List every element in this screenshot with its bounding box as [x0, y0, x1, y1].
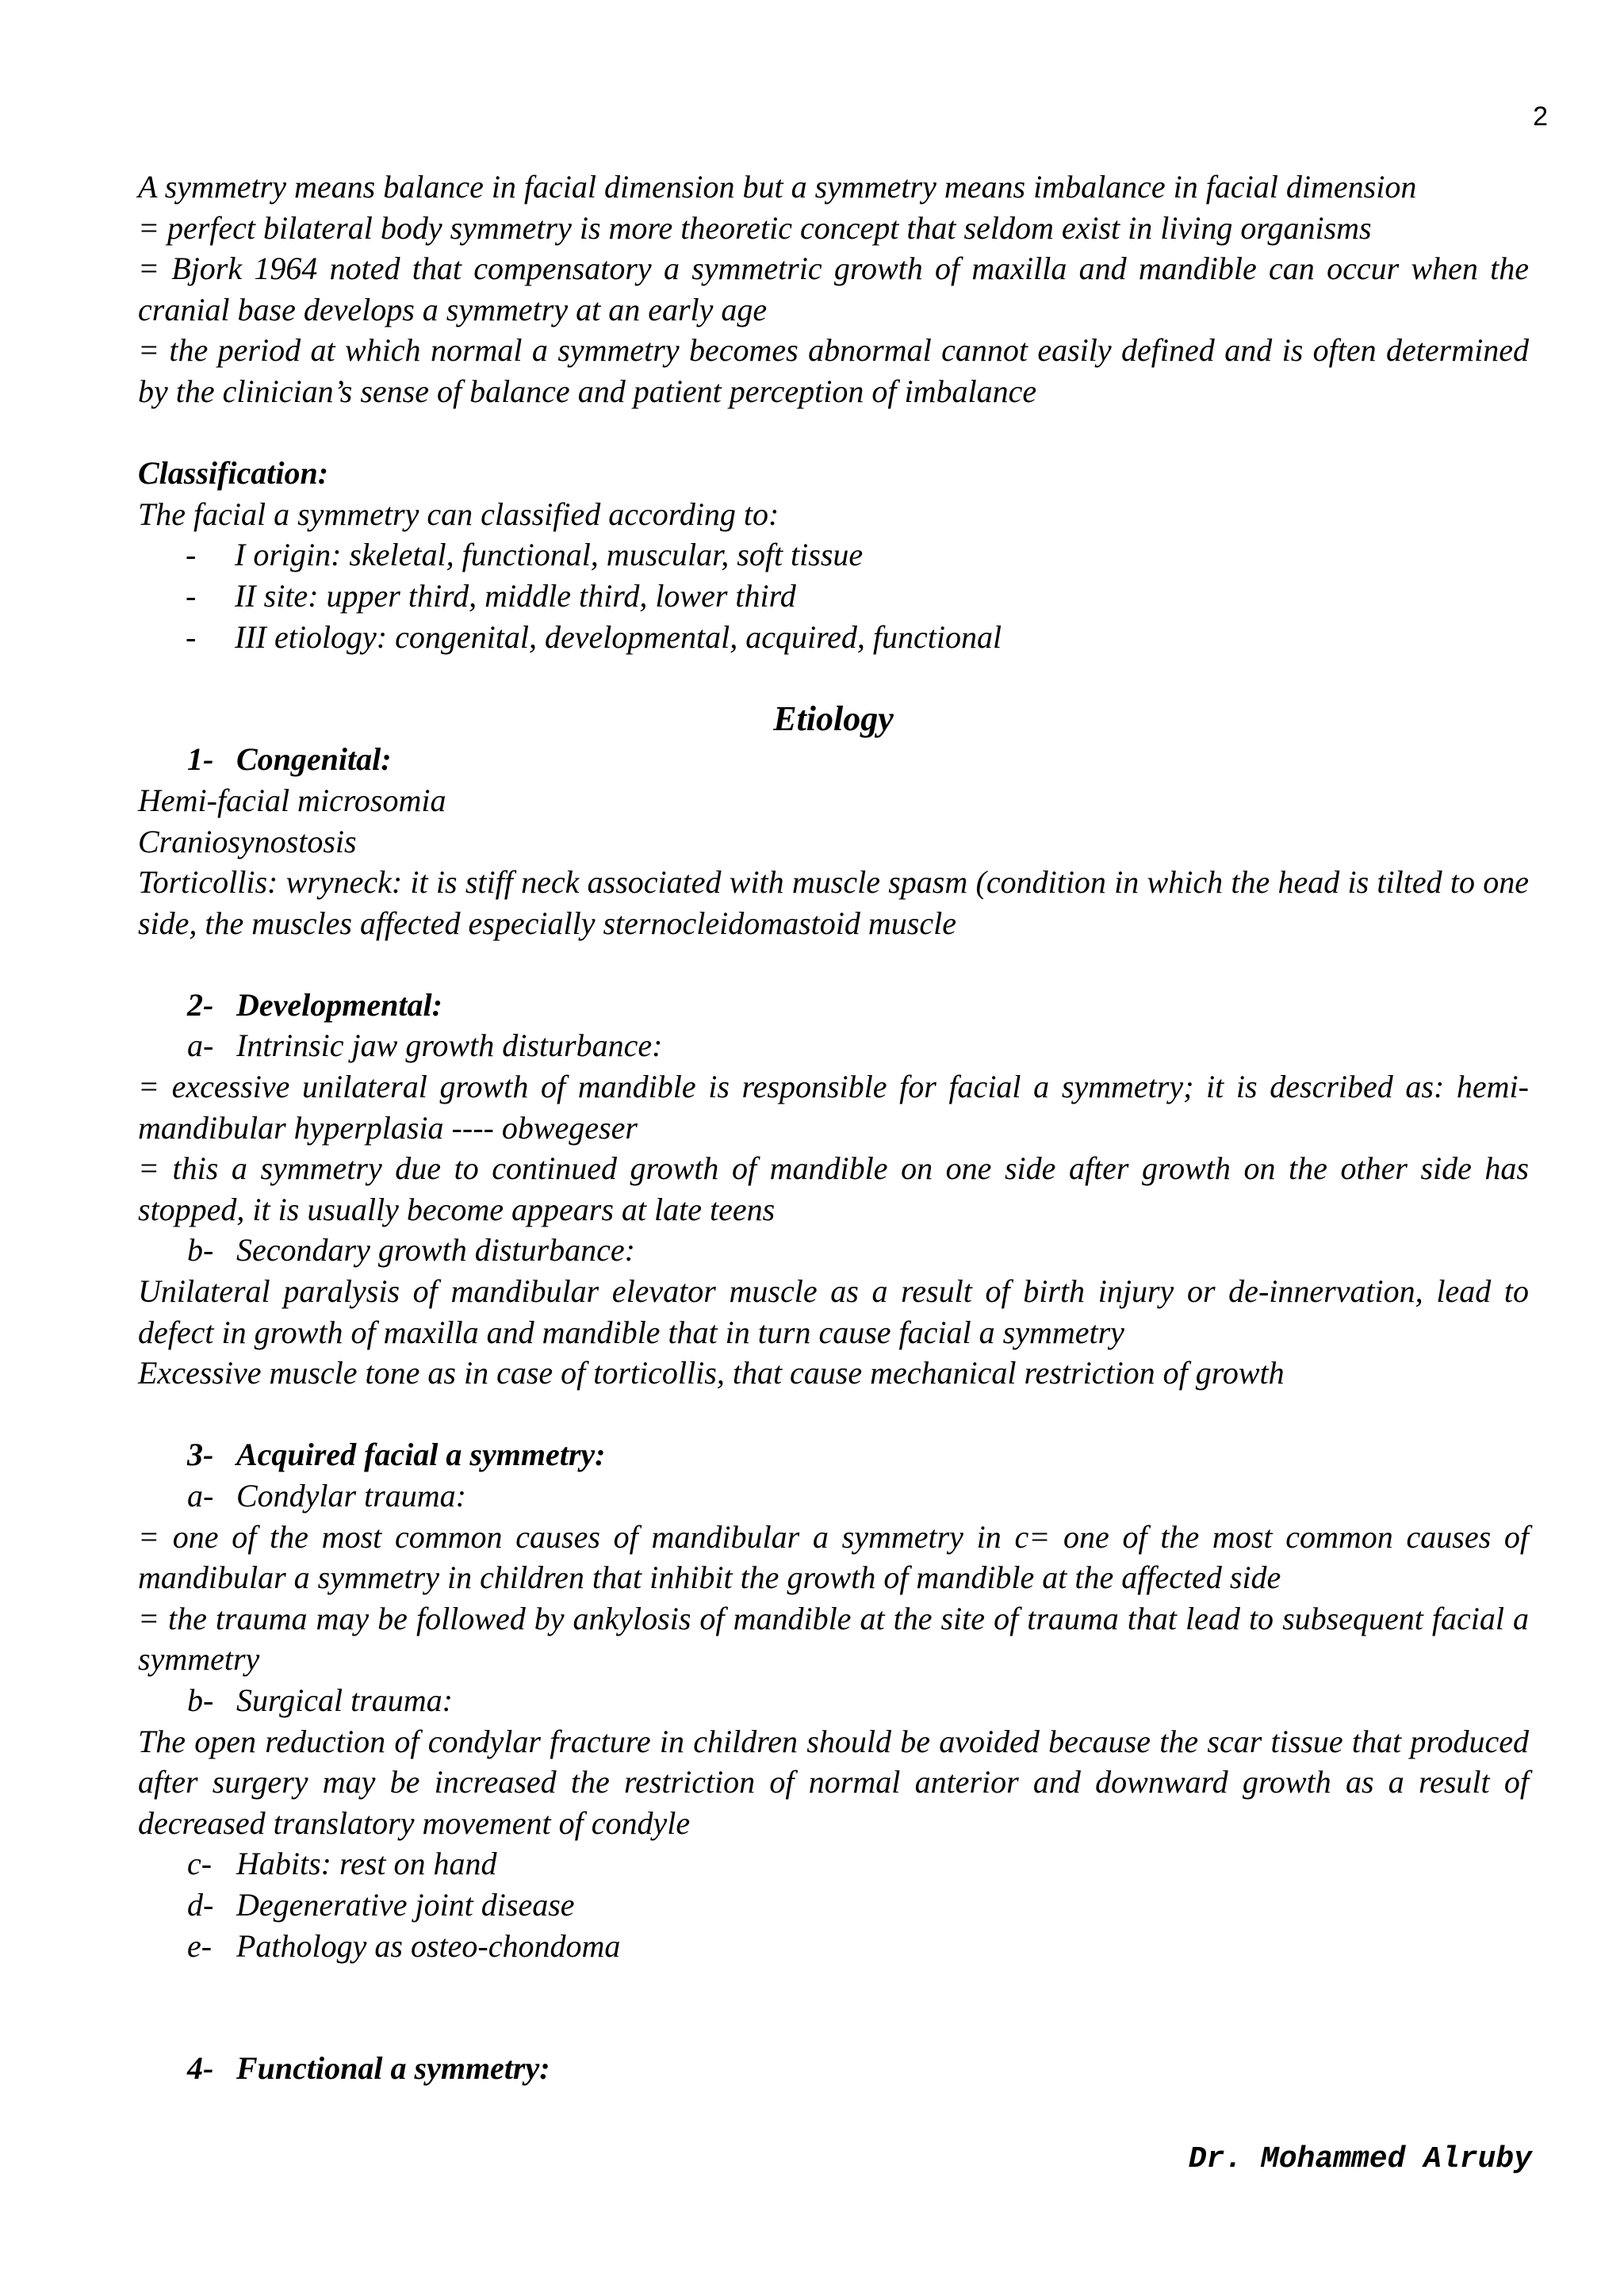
spacer	[138, 1966, 1529, 2007]
acquired-line: The open reduction of condylar fracture in children should be avoided because the scar tissue that produced after surgery may be increased the restriction of normal anterior and downward growth as a result of decreased translatory movement of condyle	[138, 1723, 1529, 1841]
developmental-subheading	[138, 1025, 1529, 1066]
spacer	[138, 943, 1529, 985]
sub-title: Condylar trauma:	[236, 1478, 466, 1513]
classification-item	[138, 576, 1529, 617]
classification-heading: Classification:	[138, 455, 329, 492]
page-number: 2	[1533, 101, 1548, 132]
intro-paragraph: = Bjork 1964 noted that compensatory a symmetric growth of maxilla and mandible can occur when the cranial base develops a symmetry at an early age	[138, 251, 1529, 327]
sub-title: Surgical trauma:	[236, 1682, 453, 1718]
section-heading-text: Functional a symmetry:	[236, 2050, 550, 2087]
acquired-heading	[138, 1434, 1529, 1475]
intro-paragraph: = the period at which normal a symmetry becomes abnormal cannot easily defined and is often determined by the clinician’s sense of balance and patient perception of imbalance	[138, 332, 1529, 409]
bullet-marker: -	[186, 618, 197, 655]
sub-letter: c-	[187, 1846, 213, 1882]
section-number: 3-	[187, 1437, 214, 1473]
sub-letter: a-	[187, 1478, 214, 1513]
sub-letter: b-	[187, 1682, 214, 1718]
sub-title: Intrinsic jaw growth disturbance:	[236, 1027, 663, 1064]
section-heading-text: Acquired facial a symmetry:	[236, 1437, 606, 1473]
sub-letter: d-	[187, 1886, 214, 1923]
developmental-line: = excessive unilateral growth of mandible is responsible for facial a symmetry; it is described as: hemi-mandibular hyperplasia ---- obwegeser	[138, 1069, 1529, 1146]
classification-item	[138, 617, 1529, 658]
developmental-subheading	[138, 1230, 1529, 1271]
section-number: 4-	[187, 2050, 214, 2087]
sub-title: Habits: rest on hand	[236, 1846, 497, 1882]
classification-intro: The facial a symmetry can classified according to:	[138, 496, 779, 532]
developmental-line: = this a symmetry due to continued growth of mandible on one side after growth on the other side has stopped, it is usually become appears at late teens	[138, 1150, 1529, 1227]
page-content	[138, 166, 1529, 2089]
developmental-heading	[138, 985, 1529, 1026]
functional-heading	[138, 2048, 1529, 2089]
congenital-line: Craniosynostosis	[138, 823, 357, 859]
intro-paragraph: A symmetry means balance in facial dimension but a symmetry means imbalance in facial dimension	[138, 169, 1417, 205]
acquired-line: = the trauma may be followed by ankylosis of mandible at the site of trauma that lead to subsequent facial a symmetry	[138, 1600, 1529, 1678]
congenital-line: Torticollis: wryneck: it is stiff neck associated with muscle spasm (condition in which the head is tilted to one side, the muscles affected especially sternocleidomastoid muscle	[138, 864, 1529, 941]
congenital-line: Hemi-facial microsomia	[138, 782, 446, 818]
acquired-subheading	[138, 1885, 1529, 1926]
acquired-subheading	[138, 1475, 1529, 1517]
author-footer: Dr. Mohammed Alruby	[1188, 2142, 1532, 2176]
sub-title: Degenerative joint disease	[236, 1886, 575, 1923]
sub-letter: a-	[187, 1027, 214, 1064]
sub-title: Pathology as osteo-chondoma	[236, 1927, 621, 1964]
classification-item-text: I origin: skeletal, functional, muscular, soft tissue	[235, 537, 864, 573]
bullet-marker: -	[186, 577, 197, 614]
section-number: 1-	[187, 741, 214, 778]
spacer	[138, 1394, 1529, 1435]
etiology-title: Etiology	[773, 698, 894, 738]
congenital-heading	[138, 739, 1529, 780]
sub-title: Secondary growth disturbance:	[236, 1232, 635, 1269]
acquired-subheading	[138, 1680, 1529, 1721]
spacer	[138, 412, 1529, 453]
classification-item	[138, 534, 1529, 576]
developmental-line: Excessive muscle tone as in case of torticollis, that cause mechanical restriction of growth	[138, 1355, 1285, 1391]
section-heading-text: Developmental:	[236, 986, 442, 1023]
acquired-subheading	[138, 1843, 1529, 1885]
section-heading-text: Congenital:	[236, 741, 392, 778]
sub-letter: b-	[187, 1232, 214, 1269]
classification-item-text: III etiology: congenital, developmental, acquired, functional	[235, 618, 1002, 655]
developmental-line: Unilateral paralysis of mandibular elevator muscle as a result of birth injury or de-innervation, lead to defect in growth of maxilla and mandible that in turn cause facial a symmetry	[138, 1273, 1529, 1350]
sub-letter: e-	[187, 1927, 213, 1964]
spacer	[138, 2007, 1529, 2049]
section-number: 2-	[187, 986, 214, 1023]
acquired-subheading	[138, 1926, 1529, 1967]
intro-paragraph: = perfect bilateral body symmetry is more theoretic concept that seldom exist in living organisms	[138, 209, 1372, 246]
classification-item-text: II site: upper third, middle third, lower third	[235, 577, 796, 614]
acquired-line: = one of the most common causes of mandibular a symmetry in c= one of the most common causes of mandibular a symmetry in children that inhibit the growth of mandible at the affected side	[138, 1518, 1529, 1596]
bullet-marker: -	[186, 537, 197, 573]
